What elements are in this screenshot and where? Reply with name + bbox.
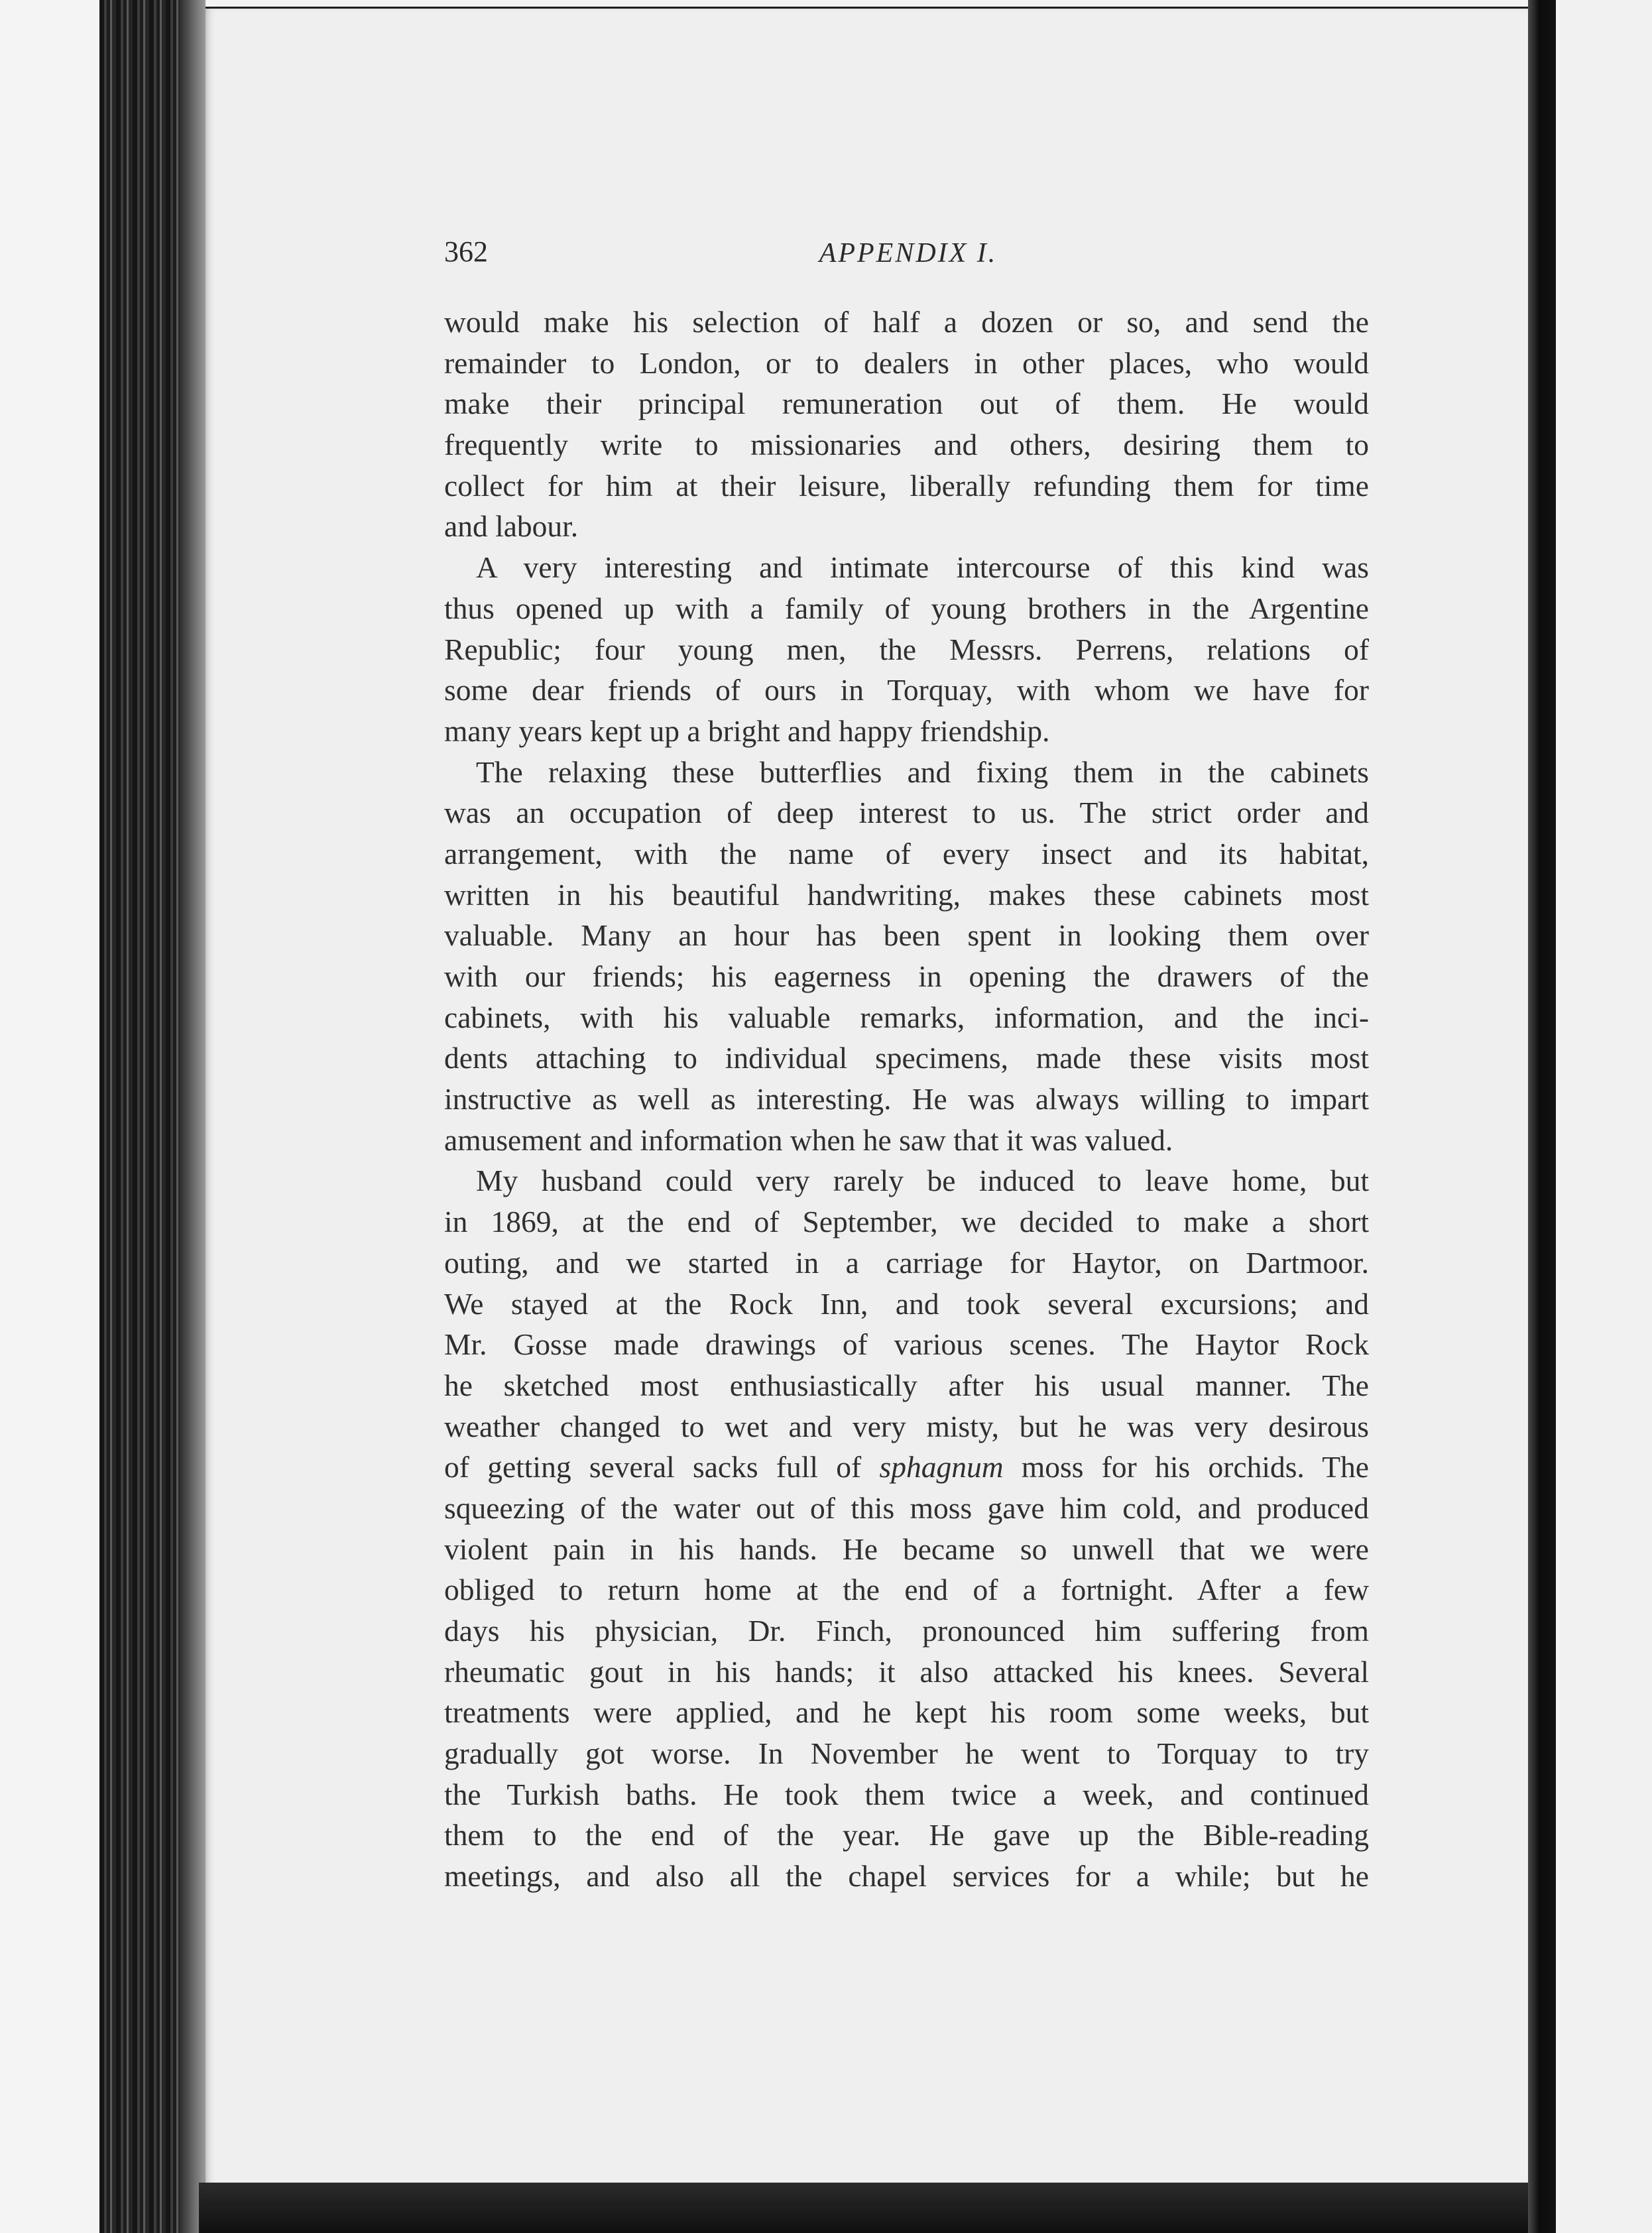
- text-line: thus opened up with a family of young brothers in the Argentine: [444, 591, 1369, 625]
- text-line: he sketched most enthusiastically after his usual manner. The: [444, 1368, 1369, 1402]
- text-line: written in his beautiful handwriting, makes these cabinets most: [444, 877, 1369, 912]
- text-line: weather changed to wet and very misty, but he was very desirous: [444, 1409, 1369, 1443]
- text-line: squeezing of the water out of this moss gave him cold, and produced: [444, 1490, 1369, 1525]
- text-line: We stayed at the Rock Inn, and took several excursions; and: [444, 1286, 1369, 1321]
- text-line-with-emphasis: [444, 1447, 1369, 1488]
- text-line: make their principal remuneration out of them. He would: [444, 387, 1369, 421]
- text-line: meetings, and also all the chapel services for a while; but he: [444, 1859, 1369, 1894]
- text-line: instructive as well as interesting. He was always willing to impart: [444, 1082, 1369, 1116]
- text-line: Mr. Gosse made drawings of various scenes. The Haytor Rock: [444, 1327, 1369, 1362]
- text-line: amusement and information when he saw that it was valued.: [444, 1122, 1173, 1157]
- text-line: was an occupation of deep interest to us. The strict order and: [444, 796, 1369, 830]
- left-margin: [0, 0, 99, 2233]
- text-line: them to the end of the year. He gave up the Bible-reading: [444, 1818, 1369, 1852]
- spine-edge: [179, 0, 206, 2233]
- text-line: Republic; four young men, the Messrs. Perrens, relations of: [444, 632, 1369, 666]
- text-line: rheumatic gout in his hands; it also attacked his knees. Several: [444, 1654, 1369, 1689]
- text-line: The relaxing these butterflies and fixing them in the cabinets: [476, 754, 1369, 789]
- text-line: obliged to return home at the end of a fortnight. After a few: [444, 1573, 1369, 1607]
- next-page-sliver: [1556, 0, 1652, 2233]
- page-bottom-edge: [199, 2183, 1528, 2233]
- text-line: many years kept up a bright and happy friendship.: [444, 713, 1050, 748]
- right-page-edge: [1528, 0, 1556, 2233]
- text-line: gradually got worse. In November he went to Torquay to try: [444, 1736, 1369, 1771]
- text-fragment: moss for his orchids. The: [1021, 1450, 1369, 1484]
- italic-term: sphagnum: [879, 1450, 1004, 1484]
- text-line: with our friends; his eagerness in opening the drawers of the: [444, 959, 1369, 993]
- text-line: in 1869, at the end of September, we decided to make a short: [444, 1205, 1369, 1239]
- text-line: and labour.: [444, 509, 579, 544]
- text-line: dents attaching to individual specimens, made these visits most: [444, 1041, 1369, 1075]
- running-header: [444, 232, 1372, 278]
- text-line: cabinets, with his valuable remarks, information, and the inci-: [444, 1000, 1369, 1034]
- text-line: treatments were applied, and he kept his room some weeks, but: [444, 1695, 1369, 1730]
- text-line: outing, and we started in a carriage for Haytor, on Dartmoor.: [444, 1245, 1369, 1280]
- text-line: arrangement, with the name of every insect and its habitat,: [444, 836, 1369, 871]
- text-line: some dear friends of ours in Torquay, with whom we have for: [444, 673, 1369, 707]
- text-line: the Turkish baths. He took them twice a week, and continued: [444, 1777, 1369, 1811]
- text-line: collect for him at their leisure, liberally refunding them for time: [444, 468, 1369, 503]
- text-line: violent pain in his hands. He became so unwell that we were: [444, 1532, 1369, 1566]
- text-line: My husband could very rarely be induced to leave home, but: [476, 1164, 1369, 1198]
- text-line: would make his selection of half a dozen or so, and send the: [444, 305, 1369, 339]
- running-title: APPENDIX I.: [819, 238, 998, 269]
- page-number: 362: [444, 235, 488, 268]
- text-line: valuable. Many an hour has been spent in looking them over: [444, 918, 1369, 953]
- text-fragment: of getting several sacks full of: [444, 1450, 862, 1484]
- text-line: days his physician, Dr. Finch, pronounced him suffering from: [444, 1614, 1369, 1648]
- text-line: A very interesting and intimate intercourse of this kind was: [476, 550, 1369, 585]
- body-text: [444, 302, 1369, 1897]
- text-line: frequently write to missionaries and others, desiring them to: [444, 428, 1369, 462]
- text-line: remainder to London, or to dealers in other places, who would: [444, 345, 1369, 380]
